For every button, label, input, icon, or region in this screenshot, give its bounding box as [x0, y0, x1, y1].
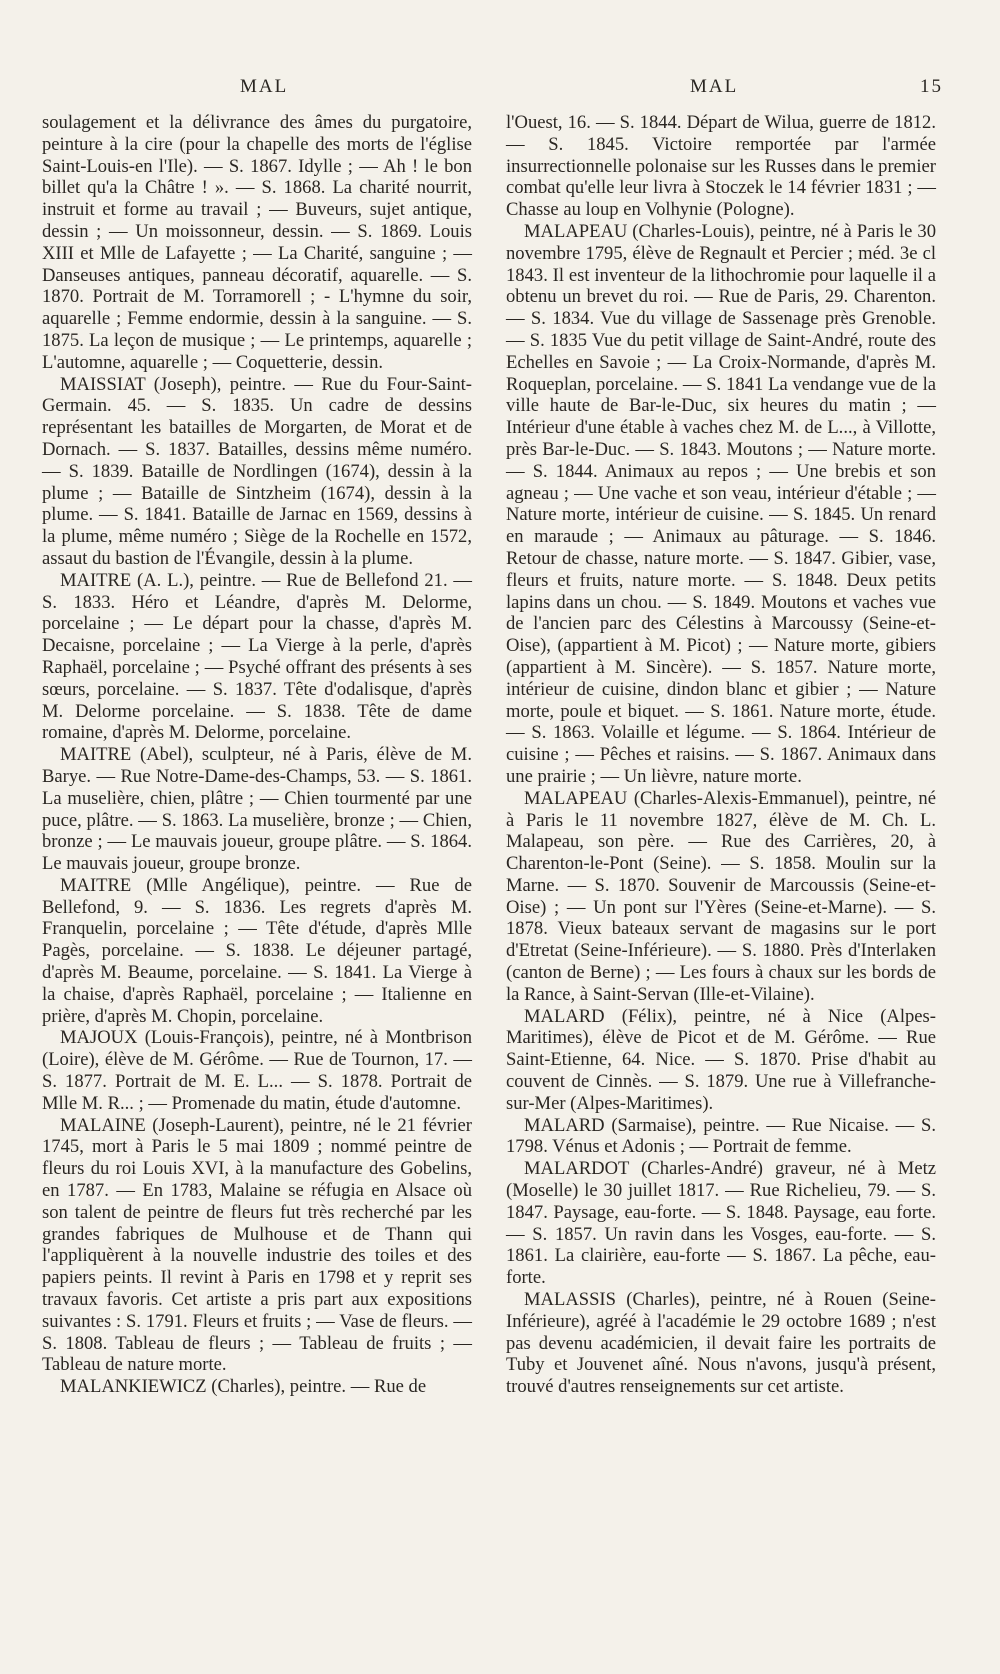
entry-maitre-abel: MAITRE (Abel), sculpteur, né à Paris, élève de M. Barye. — Rue Notre-Dame-des-Champs, 53. — S. 1861. La muselière, chien, plâtre ; — Chien tourmenté par une puce, plâtre. — S. 1863. La muselière, bronze ; — Chien, bronze ; — Le mauvais joueur, groupe plâtre. — S. 1864. Le mauvais joueur, groupe bronze.	[42, 744, 472, 875]
page-number: 15	[920, 76, 943, 97]
right-running-head: MAL	[690, 76, 739, 97]
paragraph-continuation: soulagement et la délivrance des âmes du purgatoire, peinture à la cire (pour la chapelle des morts de l'église Saint-Louis-en l'Ile). — S. 1867. Idylle ; — Ah ! le bon billet qu'a la Châtre ! ». — S. 1868. La charité nourrit, instruit et forme au travail ; — Buveurs, sujet antique, dessin ; — Un moissonneur, dessin. — S. 1869. Louis XIII et Mlle de Lafayette ; — La Charité, sanguine ; — Danseuses antiques, panneau décoratif, aquarelle. — S. 1870. Portrait de M. Torramorell ; - L'hymne du soir, aquarelle ; Femme endormie, dessin à la sanguine. — S. 1875. La leçon de musique ; — Le printemps, aquarelle ; L'automne, aquarelle ; — Coquetterie, dessin.	[42, 112, 472, 373]
paragraph-continuation: l'Ouest, 16. — S. 1844. Départ de Wilua, guerre de 1812. — S. 1845. Victoire remportée par l'armée insurrectionnelle polonaise sur les Russes dans le premier combat qu'elle leur livra à Stoczek le 14 février 1831 ; — Chasse au loup en Volhynie (Pologne).	[506, 112, 936, 221]
entry-malapeau-charles-louis: MALAPEAU (Charles-Louis), peintre, né à Paris le 30 novembre 1795, élève de Regnault et Percier ; méd. 3e cl 1843. Il est inventeur de la lithochromie pour laquelle il a obtenu un brevet du roi. — Rue de Paris, 29. Charenton. — S. 1834. Vue du village de Sassenage près Grenoble. — S. 1835 Vue du petit village de Saint-André, route des Echelles en Savoie ; — La Croix-Normande, d'après M. Roqueplan, porcelaine. — S. 1841 La vendange vue de la ville haute de Bar-le-Duc, six heures du matin ; — Intérieur d'une étable à vaches chez M. de L..., à Villotte, près Bar-le-Duc. — S. 1843. Moutons ; — Nature morte. — S. 1844. Animaux au repos ; — Une brebis et son agneau ; — Une vache et son veau, intérieur d'étable ; — Nature morte, intérieur de cuisine. — S. 1845. Un renard en maraude ; — Animaux au pâturage. — S. 1846. Retour de chasse, nature morte. — S. 1847. Gibier, vase, fleurs et fruits, nature morte. — S. 1848. Deux petits lapins dans un chou. — S. 1849. Moutons et vaches vue de l'ancien parc des Célestins à Marcoussy (Seine-et-Oise), (appartient à M. Picot) ; — Nature morte, gibiers (appartient à M. Sincère). — S. 1857. Nature morte, intérieur de cuisine, dindon blanc et gibier ; — Nature morte, poule et biquet. — S. 1861. Nature morte, étude. — S. 1863. Volaille et légume. — S. 1864. Intérieur de cuisine ; — Pêches et raisins. — S. 1867. Animaux dans une prairie ; — Un lièvre, nature morte.	[506, 220, 936, 787]
running-header	[0, 76, 1000, 108]
entry-malaine: MALAINE (Joseph-Laurent), peintre, né le 21 février 1745, mort à Paris le 5 mai 1809 ; nommé peintre de fleurs du roi Louis XVI, à la manufacture des Gobelins, en 1787. — En 1783, Malaine se réfugia en Alsace où son talent de peintre de fleurs fut très recherché par les grandes fabriques de Mulhouse et de Thann qui l'appliquèrent à la nouvelle industrie des toiles et des papiers peints. Il revint à Paris en 1798 et y reprit ses travaux favoris. Cet artiste a pris part aux expositions suivantes : S. 1791. Fleurs et fruits ; — Vase de fleurs. — S. 1808. Tableau de fleurs ; — Tableau de fruits ; — Tableau de nature morte.	[42, 1114, 472, 1376]
entry-maitre-al: MAITRE (A. L.), peintre. — Rue de Bellefond 21. — S. 1833. Héro et Léandre, d'après M. Delorme, porcelaine ; — Le départ pour la chasse, d'après M. Decaisne, porcelaine ; — La Vierge à la perle, d'après Raphaël, porcelaine ; — Psyché offrant des présents à ses sœurs, porcelaine. — S. 1837. Tête d'odalisque, d'après M. Delorme porcelaine. — S. 1838. Tête de dame romaine, d'après M. Delorme, porcelaine.	[42, 569, 472, 744]
entry-malard-felix: MALARD (Félix), peintre, né à Nice (Alpes-Maritimes), élève de Picot et de M. Gérôme. — Rue Saint-Etienne, 64. Nice. — S. 1870. Prise d'habit au couvent de Cinnès. — S. 1879. Une rue à Villefranche-sur-Mer (Alpes-Maritimes).	[506, 1005, 936, 1114]
right-column	[506, 112, 936, 1398]
entry-maitre-angelique: MAITRE (Mlle Angélique), peintre. — Rue de Bellefond, 9. — S. 1836. Les regrets d'après M. Franquelin, porcelaine ; — Tête d'étude, d'après Mlle Pagès, porcelaine. — S. 1838. Le déjeuner partagé, d'après M. Beaume, porcelaine. — S. 1841. La Vierge à la chaise, d'après Raphaël, porcelaine ; — Italienne en prière, d'après M. Chopin, porcelaine.	[42, 874, 472, 1027]
entry-malassis: MALASSIS (Charles), peintre, né à Rouen (Seine-Inférieure), agréé à l'académie le 29 octobre 1689 ; n'est pas devenu académicien, il devait faire les portraits de Tuby et Jouvenet aîné. Nous n'avons, jusqu'à présent, trouvé d'autres renseignements sur cet artiste.	[506, 1289, 936, 1398]
left-running-head: MAL	[240, 76, 289, 97]
entry-malardot: MALARDOT (Charles-André) graveur, né à Metz (Moselle) le 30 juillet 1817. — Rue Richelieu, 79. — S. 1847. Paysage, eau-forte. — S. 1848. Paysage, eau forte. — S. 1857. Un ravin dans les Vosges, eau-forte. — S. 1861. La clairière, eau-forte — S. 1867. La pêche, eau-forte.	[506, 1158, 936, 1289]
left-column	[42, 112, 472, 1398]
entry-malapeau-charles-alexis: MALAPEAU (Charles-Alexis-Emmanuel), peintre, né à Paris le 11 novembre 1827, élève de M. Ch. L. Malapeau, son père. — Rue des Carrières, 20, à Charenton-le-Pont (Seine). — S. 1858. Moulin sur la Marne. — S. 1870. Souvenir de Marcoussis (Seine-et-Oise) ; — Un pont sur l'Yères (Seine-et-Marne). — S. 1878. Vieux bateaux servant de magasins sur le port d'Etretat (Seine-Inférieure). — S. 1880. Près d'Interlaken (canton de Berne) ; — Les fours à chaux sur les bords de la Rance, à Saint-Servan (Ille-et-Vilaine).	[506, 787, 936, 1005]
entry-majoux: MAJOUX (Louis-François), peintre, né à Montbrison (Loire), élève de M. Gérôme. — Rue de Tournon, 17. — S. 1877. Portrait de M. E. L... — S. 1878. Portrait de Mlle M. R... ; — Promenade du matin, étude d'automne.	[42, 1027, 472, 1114]
entry-malankiewicz: MALANKIEWICZ (Charles), peintre. — Rue de	[60, 1376, 427, 1398]
entry-malard-sarmaise: MALARD (Sarmaise), peintre. — Rue Nicaise. — S. 1798. Vénus et Adonis ; — Portrait de femme.	[506, 1114, 936, 1158]
entry-maissiat: MAISSIAT (Joseph), peintre. — Rue du Four-Saint-Germain. 45. — S. 1835. Un cadre de dessins représentant les batailles de Morgarten, de Morat et de Dornach. — S. 1837. Batailles, dessins même numéro. — S. 1839. Bataille de Nordlingen (1674), dessin à la plume ; — Bataille de Sintzheim (1674), dessin à la plume. — S. 1841. Bataille de Jarnac en 1569, dessins à la plume, même numéro ; Siège de la Rochelle en 1572, assaut du bastion de l'Évangile, dessin à la plume.	[42, 373, 472, 569]
